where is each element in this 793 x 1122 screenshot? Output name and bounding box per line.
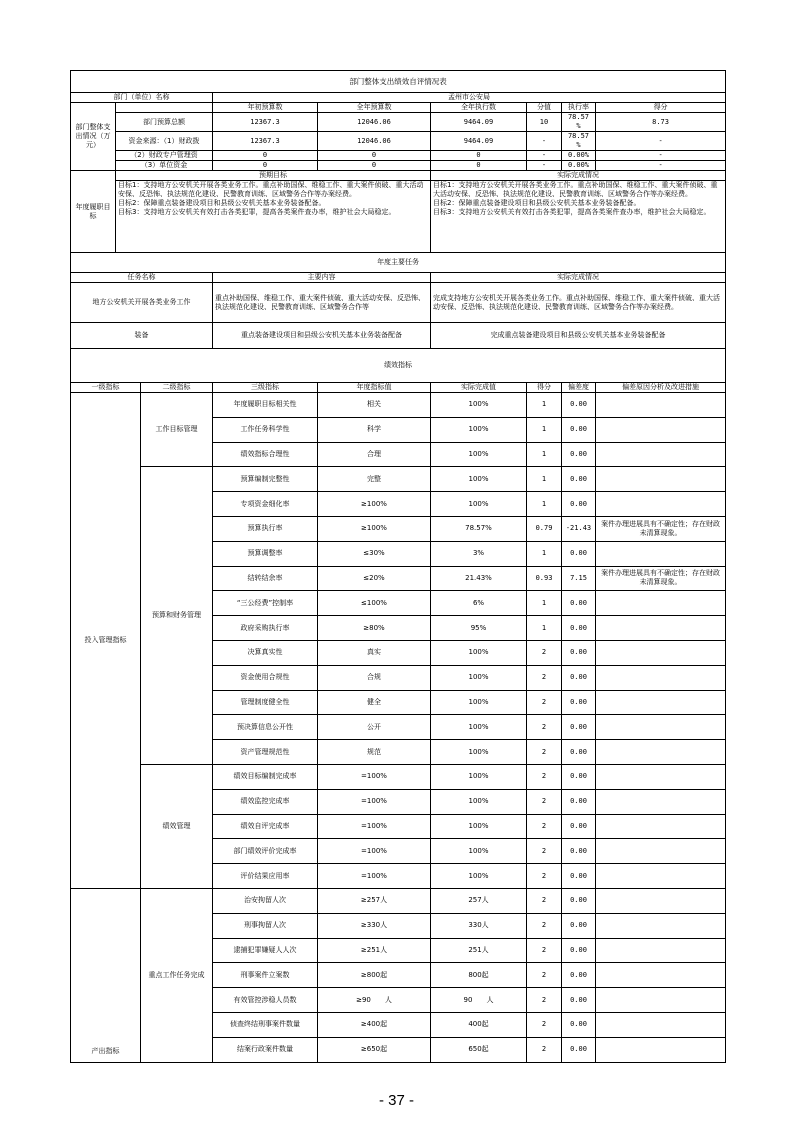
score: 1	[527, 417, 562, 442]
target-value: =100%	[318, 864, 431, 889]
actual-header: 实际完成情况	[431, 171, 726, 181]
deviation-note	[596, 442, 726, 467]
level2-indicator: 重点工作任务完成	[141, 888, 213, 1062]
deviation: -21.43	[562, 516, 596, 541]
score: 2	[527, 963, 562, 988]
deviation-note	[596, 938, 726, 963]
target-value: 规范	[318, 740, 431, 765]
tasks-header: 任务名称	[71, 273, 213, 283]
perf-header: 得分	[527, 383, 562, 393]
actual-value: 257人	[431, 888, 527, 913]
actual-value: 100%	[431, 640, 527, 665]
budget-row: 资金来源：（1）财政拨 12367.3 12046.06 9464.09 - 78.57 % -	[71, 132, 726, 151]
actual-value: 100%	[431, 492, 527, 517]
indicator-name: 结案行政案件数量	[213, 1037, 318, 1062]
deviation: 0.00	[562, 938, 596, 963]
actual-value: 400起	[431, 1012, 527, 1037]
deviation-note	[596, 393, 726, 418]
deviation-note	[596, 839, 726, 864]
deviation: 0.00	[562, 541, 596, 566]
perf-header: 偏差原因分析及改进措施	[596, 383, 726, 393]
indicator-name: 资产管理规范性	[213, 740, 318, 765]
target-value: =100%	[318, 764, 431, 789]
actual-value: 100%	[431, 814, 527, 839]
deviation-note	[596, 591, 726, 616]
level1-indicator: 产出指标	[71, 888, 141, 1062]
score: 2	[527, 640, 562, 665]
actual-value: 330人	[431, 913, 527, 938]
actual-value: 90 人	[431, 988, 527, 1013]
indicator-row	[71, 393, 726, 418]
indicator-name: 专项资金细化率	[213, 492, 318, 517]
indicator-name: 治安拘留人次	[213, 888, 318, 913]
indicator-name: 资金使用合规性	[213, 665, 318, 690]
actual-value: 650起	[431, 1037, 527, 1062]
score: 2	[527, 764, 562, 789]
budget-row: （3）单位资金 0 0 0 - 0.00% -	[71, 161, 726, 171]
deviation: 0.00	[562, 492, 596, 517]
target-value: ≥330人	[318, 913, 431, 938]
budget-row: 部门预算总额 12367.3 12046.06 9464.09 10 78.57 % 8.73	[71, 113, 726, 132]
level2-indicator: 工作目标管理	[141, 393, 213, 467]
actual-value: 78.57%	[431, 516, 527, 541]
deviation: 0.00	[562, 839, 596, 864]
perf-header: 一级指标	[71, 383, 141, 393]
actual-value: 100%	[431, 764, 527, 789]
deviation-note	[596, 913, 726, 938]
perf-title: 绩效指标	[71, 349, 726, 383]
indicator-row	[71, 764, 726, 789]
perf-header: 实际完成值	[431, 383, 527, 393]
budget-col-header: 全年预算数	[318, 103, 431, 113]
perf-header: 偏差度	[562, 383, 596, 393]
score: 2	[527, 690, 562, 715]
actual-value: 100%	[431, 864, 527, 889]
budget-col-header: 分值	[527, 103, 562, 113]
deviation-note	[596, 814, 726, 839]
target-value: 公开	[318, 715, 431, 740]
tasks-header: 主要内容	[213, 273, 431, 283]
deviation-note	[596, 665, 726, 690]
dept-label: 部门（单位）名称	[71, 93, 213, 103]
indicator-name: 预决算信息公开性	[213, 715, 318, 740]
indicator-name: 工作任务科学性	[213, 417, 318, 442]
target-value: ≥100%	[318, 516, 431, 541]
target-value: 相关	[318, 393, 431, 418]
performance-table	[70, 70, 726, 1063]
target-value: ≤20%	[318, 566, 431, 591]
indicator-name: 结转结余率	[213, 566, 318, 591]
dept-value: 孟州市公安局	[213, 93, 726, 103]
deviation: 0.00	[562, 1037, 596, 1062]
level1-indicator: 投入管理指标	[71, 393, 141, 889]
actual-value: 100%	[431, 690, 527, 715]
target-value: ≥251人	[318, 938, 431, 963]
perf-header: 三级指标	[213, 383, 318, 393]
level2-indicator: 预算和财务管理	[141, 467, 213, 765]
target-value: 合规	[318, 665, 431, 690]
target-value: 完整	[318, 467, 431, 492]
deviation: 0.00	[562, 963, 596, 988]
target-value: 科学	[318, 417, 431, 442]
target-value: 健全	[318, 690, 431, 715]
indicator-name: 预算编制完整性	[213, 467, 318, 492]
indicator-name: 政府采购执行率	[213, 616, 318, 641]
deviation: 0.00	[562, 442, 596, 467]
actual-value: 95%	[431, 616, 527, 641]
indicator-name: 预算调整率	[213, 541, 318, 566]
indicator-name: 绩效监控完成率	[213, 789, 318, 814]
level2-indicator: 绩效管理	[141, 764, 213, 888]
target-value: 真实	[318, 640, 431, 665]
actual-value: 100%	[431, 740, 527, 765]
target-value: ≥400起	[318, 1012, 431, 1037]
score: 2	[527, 839, 562, 864]
target-value: ≥650起	[318, 1037, 431, 1062]
target-value: ≥100%	[318, 492, 431, 517]
indicator-name: 刑事拘留人次	[213, 913, 318, 938]
task-row: 地方公安机关开展各类业务工作 重点补助国保、维稳工作、重大案件侦破、重大活动安保、反恐怖、执法规范化建设、民警教育训练、区域警务合作等 完成支持地方公安机关开展各类业务工作。重点补助国保、维稳工作、重大案件侦破、重大活动安保、反恐怖、执法规范化建设、民警教育训练、区域警务合作等办案经费。	[71, 283, 726, 323]
indicator-name: 决算真实性	[213, 640, 318, 665]
deviation: 0.00	[562, 740, 596, 765]
deviation: 0.00	[562, 888, 596, 913]
indicator-name: 评价结果应用率	[213, 864, 318, 889]
actual-value: 100%	[431, 789, 527, 814]
indicator-row	[71, 467, 726, 492]
deviation-note	[596, 492, 726, 517]
target-value: ≥90 人	[318, 988, 431, 1013]
actual-value: 100%	[431, 665, 527, 690]
target-value: 合理	[318, 442, 431, 467]
score: 0.79	[527, 516, 562, 541]
perf-header: 年度指标值	[318, 383, 431, 393]
target-value: =100%	[318, 839, 431, 864]
score: 1	[527, 616, 562, 641]
plan-header: 预期目标	[116, 171, 431, 181]
deviation: 0.00	[562, 690, 596, 715]
budget-col-header: 全年执行数	[431, 103, 527, 113]
deviation: 0.00	[562, 640, 596, 665]
score: 1	[527, 541, 562, 566]
indicator-name: 侦查终结刑事案件数量	[213, 1012, 318, 1037]
actual-value: 100%	[431, 839, 527, 864]
actual-value: 800起	[431, 963, 527, 988]
deviation: 0.00	[562, 467, 596, 492]
target-value: ≤30%	[318, 541, 431, 566]
deviation-note	[596, 541, 726, 566]
score: 2	[527, 888, 562, 913]
table-title: 部门整体支出绩效自评情况表	[71, 71, 726, 93]
score: 2	[527, 1012, 562, 1037]
deviation-note	[596, 417, 726, 442]
deviation: 0.00	[562, 789, 596, 814]
deviation: 0.00	[562, 591, 596, 616]
indicator-name: 预算执行率	[213, 516, 318, 541]
target-value: ≥80%	[318, 616, 431, 641]
indicator-name: 部门绩效评价完成率	[213, 839, 318, 864]
deviation-note: 案件办理进展具有不确定性；存在财政未清算现象。	[596, 516, 726, 541]
deviation: 0.00	[562, 988, 596, 1013]
deviation: 0.00	[562, 764, 596, 789]
deviation: 0.00	[562, 864, 596, 889]
actual-value: 100%	[431, 417, 527, 442]
target-value: ≤100%	[318, 591, 431, 616]
indicator-name: 绩效目标编制完成率	[213, 764, 318, 789]
actual-value: 100%	[431, 715, 527, 740]
score: 2	[527, 814, 562, 839]
score: 2	[527, 740, 562, 765]
actual-value: 21.43%	[431, 566, 527, 591]
actual-value: 100%	[431, 467, 527, 492]
deviation: 0.00	[562, 417, 596, 442]
score: 1	[527, 393, 562, 418]
target-value: ≥257人	[318, 888, 431, 913]
score: 0.93	[527, 566, 562, 591]
deviation-note	[596, 888, 726, 913]
score: 2	[527, 1037, 562, 1062]
deviation-note	[596, 690, 726, 715]
budget-col-header: 得分	[596, 103, 726, 113]
target-value: =100%	[318, 789, 431, 814]
budget-col-header: 执行率	[562, 103, 596, 113]
annual-label: 年度履职目标	[71, 171, 116, 253]
deviation: 0.00	[562, 665, 596, 690]
score: 2	[527, 864, 562, 889]
indicator-name: 绩效自评完成率	[213, 814, 318, 839]
actual-text: 目标1：支持地方公安机关开展各类业务工作。重点补助国保、维稳工作、重大案件侦破、重大活动安保、反恐怖、执法规范化建设、民警教育训练、区域警务合作等办案经费。 目标2：保障重点装备建设项目和县级公安机关基本业务装备配备。 目标3：支持地方公安机关有效打击各类犯罪，提高各类案件查办率，维护社会大局稳定。	[431, 181, 726, 253]
indicator-name: 逮捕犯罪嫌疑人人次	[213, 938, 318, 963]
deviation: 0.00	[562, 715, 596, 740]
tasks-title: 年度主要任务	[71, 253, 726, 273]
score: 2	[527, 988, 562, 1013]
deviation-note	[596, 1012, 726, 1037]
deviation-note	[596, 467, 726, 492]
indicator-name: “三公经费”控制率	[213, 591, 318, 616]
deviation-note	[596, 616, 726, 641]
deviation: 0.00	[562, 814, 596, 839]
plan-text: 目标1：支持地方公安机关开展各类业务工作。重点补助国保、维稳工作、重大案件侦破、重大活动安保、反恐怖、执法规范化建设、民警教育训练、区域警务合作等办案经费。 目标2：保障重点装备建设项目和县级公安机关基本业务装备配备。 目标3：支持地方公安机关有效打击各类犯罪，提高各类案件查办率，维护社会大局稳定。	[116, 181, 431, 253]
deviation-note	[596, 640, 726, 665]
actual-value: 6%	[431, 591, 527, 616]
deviation-note	[596, 740, 726, 765]
perf-rows	[71, 393, 726, 1063]
indicator-name: 刑事案件立案数	[213, 963, 318, 988]
budget-group-label: 部门整体支出情况（万元）	[71, 103, 116, 171]
deviation-note	[596, 988, 726, 1013]
actual-value: 100%	[431, 393, 527, 418]
actual-value: 3%	[431, 541, 527, 566]
score: 2	[527, 789, 562, 814]
deviation-note	[596, 764, 726, 789]
deviation: 0.00	[562, 393, 596, 418]
indicator-name: 年度履职目标相关性	[213, 393, 318, 418]
deviation: 7.15	[562, 566, 596, 591]
score: 1	[527, 442, 562, 467]
deviation-note	[596, 963, 726, 988]
indicator-name: 有效管控涉稳人员数	[213, 988, 318, 1013]
perf-header: 二级指标	[141, 383, 213, 393]
deviation: 0.00	[562, 1012, 596, 1037]
task-row: 装备 重点装备建设项目和县级公安机关基本业务装备配备 完成重点装备建设项目和县级公安机关基本业务装备配备	[71, 323, 726, 349]
budget-row: （2）财政专户管理资 0 0 0 - 0.00% -	[71, 151, 726, 161]
target-value: =100%	[318, 814, 431, 839]
page-number: - 37 -	[378, 1092, 414, 1109]
score: 2	[527, 938, 562, 963]
deviation-note: 案件办理进展具有不确定性；存在财政未清算现象。	[596, 566, 726, 591]
deviation-note	[596, 1037, 726, 1062]
score: 1	[527, 467, 562, 492]
score: 2	[527, 665, 562, 690]
indicator-name: 管理制度健全性	[213, 690, 318, 715]
deviation-note	[596, 715, 726, 740]
deviation-note	[596, 864, 726, 889]
score: 1	[527, 591, 562, 616]
actual-value: 100%	[431, 442, 527, 467]
tasks-header: 实际完成情况	[431, 273, 726, 283]
actual-value: 251人	[431, 938, 527, 963]
budget-col-header: 年初预算数	[213, 103, 318, 113]
deviation-note	[596, 789, 726, 814]
score: 1	[527, 492, 562, 517]
indicator-row	[71, 888, 726, 913]
deviation: 0.00	[562, 616, 596, 641]
deviation: 0.00	[562, 913, 596, 938]
indicator-name: 绩效指标合理性	[213, 442, 318, 467]
target-value: ≥800起	[318, 963, 431, 988]
score: 2	[527, 913, 562, 938]
score: 2	[527, 715, 562, 740]
